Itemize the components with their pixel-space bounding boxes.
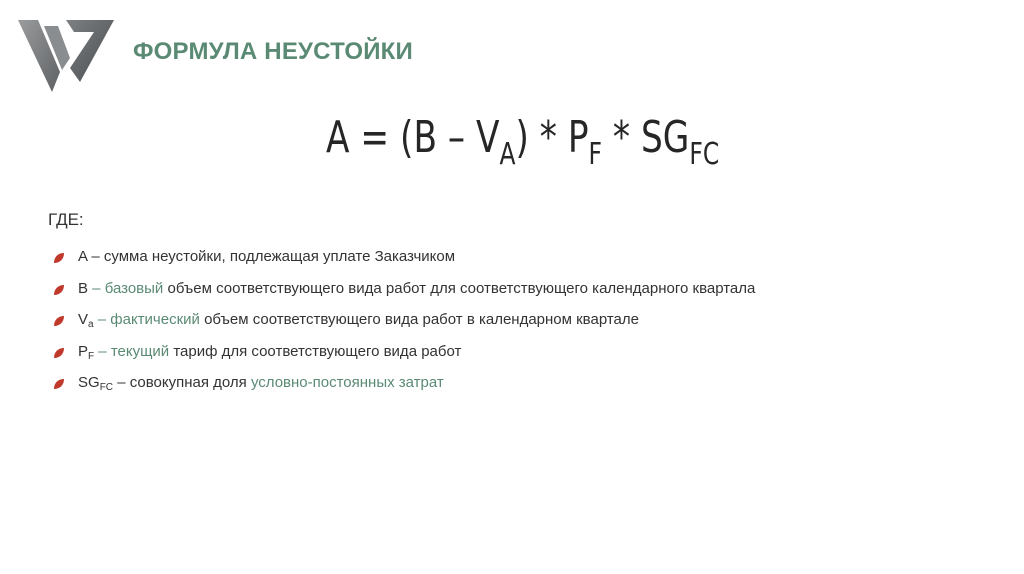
list-item	[52, 343, 755, 375]
red-leaf-bullet-icon	[52, 314, 66, 328]
definition-dash: –	[93, 311, 111, 328]
definition-symbol-subscript: a	[88, 319, 94, 330]
definition-highlight: текущий	[110, 342, 170, 360]
definition-dash: –	[87, 248, 104, 265]
definition-text: сумма неустойки, подлежащая уплате Заказчиком	[103, 248, 456, 265]
red-leaf-bullet-icon	[52, 346, 66, 360]
definition-highlight: фактический	[110, 311, 200, 328]
company-logo-icon	[18, 20, 114, 96]
list-item	[52, 374, 755, 406]
definition-symbol: SG	[78, 374, 100, 391]
definition-symbol: B	[78, 279, 89, 297]
definition-symbol: V	[78, 311, 89, 328]
formula-subscript-a: A	[499, 137, 516, 172]
where-label: ГДЕ:	[48, 210, 84, 229]
definition-prefix: совокупная доля	[129, 374, 251, 391]
definitions-list	[52, 248, 755, 406]
formula-part-a: A = (B – V	[326, 112, 500, 163]
list-item	[52, 280, 755, 312]
red-leaf-bullet-icon	[52, 283, 66, 297]
formula-subscript-f: F	[588, 137, 602, 172]
list-item	[52, 248, 755, 280]
formula-subscript-fc: FC	[689, 137, 720, 172]
penalty-formula	[326, 108, 719, 173]
definition-text: объем соответствующего вида работ для соответствующего календарного квартала	[163, 279, 756, 297]
definition-symbol: P	[78, 342, 89, 360]
page-title: ФОРМУЛА НЕУСТОЙКИ	[133, 38, 413, 65]
definition-highlight: условно-постоянных затрат	[250, 374, 444, 391]
red-leaf-bullet-icon	[52, 251, 66, 265]
definition-text: объем соответствующего вида работ в календарном квартале	[199, 311, 639, 328]
definition-symbol-subscript: FC	[99, 382, 114, 393]
definition-symbol-subscript: F	[88, 350, 95, 362]
definition-text: тариф для соответствующего вида работ	[169, 342, 462, 360]
formula-part-b: ) * P	[515, 112, 589, 163]
definition-dash: –	[88, 279, 105, 297]
definition-dash: –	[113, 374, 130, 391]
red-leaf-bullet-icon	[52, 377, 66, 391]
definition-symbol: A	[78, 248, 88, 265]
definition-dash: –	[94, 342, 111, 360]
formula-part-c: * SG	[601, 112, 690, 163]
list-item	[52, 311, 755, 343]
definition-highlight: базовый	[104, 279, 164, 297]
